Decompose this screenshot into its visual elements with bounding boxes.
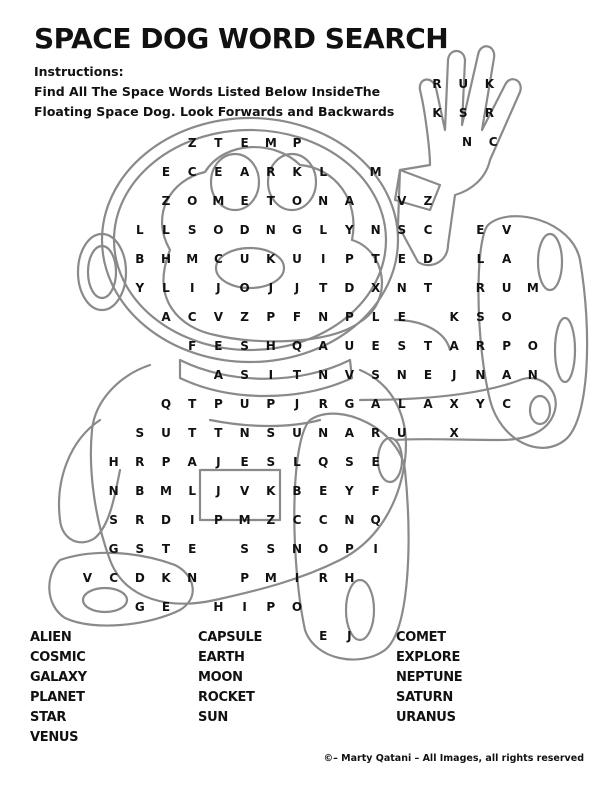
grid-letter[interactable]: U [396,426,407,440]
grid-letter[interactable]: R [484,106,495,120]
grid-letter[interactable]: L [476,252,485,266]
instructions-line-1: Find All The Space Words Listed Below InsideThe [34,84,381,99]
grid-letter[interactable]: T [188,397,197,411]
grid-letter[interactable]: S [240,542,249,556]
grid-letter[interactable]: K [266,484,276,498]
grid-letter[interactable]: X [449,426,459,440]
grid-letter[interactable]: T [319,281,328,295]
grid-letter[interactable]: E [240,455,249,469]
grid-letter[interactable]: J [294,281,300,295]
grid-letter[interactable]: A [370,397,381,411]
copyright-notice: ©– Marty Qatani – All Images, all rights reserved [323,753,584,764]
grid-letter[interactable]: V [397,194,407,208]
grid-letter[interactable]: M [369,165,382,179]
grid-letter[interactable]: P [292,136,302,150]
grid-letter[interactable]: M [212,194,225,208]
word-list-item: CAPSULE [198,630,263,645]
grid-letter[interactable]: E [161,600,171,614]
grid-letter[interactable]: S [240,339,249,353]
grid-letter[interactable]: B [135,252,145,266]
grid-letter[interactable]: O [318,542,329,556]
grid-letter[interactable]: A [344,426,355,440]
grid-letter[interactable]: J [294,397,300,411]
grid-letter[interactable]: N [318,426,329,440]
grid-letter[interactable]: S [458,106,468,120]
grid-letter[interactable]: M [238,513,251,527]
grid-letter[interactable]: O [291,194,303,208]
grid-letter[interactable]: Y [345,223,354,237]
grid-letter[interactable]: Z [187,136,197,150]
grid-letter[interactable]: R [475,339,486,353]
grid-letter[interactable]: M [264,571,277,585]
grid-letter[interactable]: I [294,571,300,585]
grid-letter[interactable]: T [214,426,223,440]
grid-letter[interactable]: V [213,310,224,324]
grid-letter[interactable]: E [319,484,328,498]
grid-letter[interactable]: Z [423,194,433,208]
grid-letter[interactable]: N [318,368,329,382]
word-list-item: URANUS [396,710,456,725]
grid-letter[interactable]: O [187,194,198,208]
grid-letter[interactable]: S [476,310,485,324]
grid-letter[interactable]: L [162,223,170,237]
grid-letter[interactable]: S [109,513,118,527]
grid-letter[interactable]: N [265,223,276,237]
grid-letter[interactable]: Q [160,397,172,411]
grid-letter[interactable]: M [160,484,172,498]
grid-letter[interactable]: C [318,513,328,527]
grid-letter[interactable]: P [213,513,223,527]
grid-letter[interactable]: R [266,165,276,179]
grid-letter[interactable]: A [213,368,224,382]
grid-letter[interactable]: P [502,339,511,353]
grid-letter[interactable]: Y [135,281,145,295]
grid-letter[interactable]: N [396,281,407,295]
grid-letter[interactable]: A [423,397,433,411]
grid-letter[interactable]: E [240,194,249,208]
grid-letter[interactable]: E [397,310,406,324]
grid-letter[interactable]: X [449,397,459,411]
grid-letter[interactable]: O [213,223,224,237]
grid-letter[interactable]: S [240,368,249,382]
grid-letter[interactable]: X [370,281,381,295]
grid-letter[interactable]: R [370,426,381,440]
grid-letter[interactable]: U [501,281,512,295]
word-list-item: VENUS [30,730,79,745]
grid-letter[interactable]: P [161,455,171,469]
grid-letter[interactable]: H [213,600,224,614]
word-list-item: COMET [396,630,446,645]
grid-letter[interactable]: Z [161,194,171,208]
grid-letter[interactable]: P [266,310,276,324]
grid-letter[interactable]: N [344,513,355,527]
grid-letter[interactable]: N [291,542,303,556]
grid-letter[interactable]: G [344,397,355,411]
word-list-column-2 [198,628,262,728]
grid-letter[interactable]: J [451,368,457,382]
page-title: SPACE DOG WORD SEARCH [34,22,449,55]
grid-letter[interactable]: N [318,194,329,208]
grid-letter[interactable]: P [344,542,354,556]
grid-letter[interactable]: C [109,571,118,585]
grid-letter[interactable]: N [318,310,329,324]
grid-letter[interactable]: T [371,252,380,266]
grid-letter[interactable]: S [135,542,145,556]
word-list-item: SUN [198,710,228,725]
word-list-item: STAR [30,710,67,725]
grid-letter[interactable]: E [319,629,328,643]
grid-letter[interactable]: C [423,223,433,237]
grid-letter[interactable]: P [266,397,276,411]
grid-letter[interactable]: S [187,223,197,237]
grid-letter[interactable]: D [239,223,250,237]
grid-letter[interactable]: B [292,484,302,498]
grid-letter[interactable]: O [291,600,303,614]
grid-letter[interactable]: Y [345,484,354,498]
grid-letter[interactable]: A [449,339,459,353]
grid-letter[interactable]: P [213,397,223,411]
grid-letter[interactable]: U [161,426,171,440]
grid-letter[interactable]: N [475,368,486,382]
grid-letter[interactable]: N [239,426,250,440]
grid-letter[interactable]: E [476,223,485,237]
grid-letter[interactable]: D [344,281,355,295]
grid-letter[interactable]: N [370,223,381,237]
word-list-item: EARTH [198,650,245,665]
grid-letter[interactable]: C [292,513,302,527]
grid-letter[interactable]: S [135,426,145,440]
grid-letter[interactable]: O [501,310,512,324]
grid-letter[interactable]: K [432,106,442,120]
instructions-line-2: Floating Space Dog. Look Forwards and Backwards [34,104,395,119]
word-list-column-3 [396,628,462,728]
grid-letter[interactable]: A [239,165,250,179]
grid-letter[interactable]: U [239,252,250,266]
grid-letter[interactable]: M [526,281,539,295]
grid-letter[interactable]: J [347,629,352,643]
grid-letter[interactable]: H [265,339,276,353]
grid-letter[interactable]: D [423,252,433,266]
grid-letter[interactable]: S [266,455,276,469]
grid-letter[interactable]: K [266,252,276,266]
grid-letter[interactable]: V [82,571,93,585]
grid-letter[interactable]: S [397,339,407,353]
grid-letter[interactable]: E [240,136,249,150]
grid-letter[interactable]: E [214,339,223,353]
grid-letter[interactable]: I [189,281,195,295]
word-list-item: EXPLORE [396,650,461,665]
grid-letter[interactable]: K [161,571,171,585]
grid-letter[interactable]: R [135,455,145,469]
grid-letter[interactable]: T [423,281,433,295]
grid-letter[interactable]: H [160,252,172,266]
grid-letter[interactable]: A [161,310,171,324]
grid-letter[interactable]: V [501,223,512,237]
grid-letter[interactable]: S [371,368,380,382]
grid-letter[interactable]: B [135,484,145,498]
grid-letter[interactable]: T [266,194,275,208]
grid-letter[interactable]: N [461,135,473,149]
grid-letter[interactable]: C [488,135,498,149]
grid-letter[interactable]: S [345,455,354,469]
grid-letter[interactable]: C [187,310,197,324]
grid-letter[interactable]: F [292,310,302,324]
word-list-item: GALAXY [30,670,87,685]
grid-letter[interactable]: T [423,339,433,353]
grid-letter[interactable]: R [318,397,328,411]
word-list-column-1 [30,628,87,748]
grid-letter[interactable]: J [216,484,221,498]
grid-letter[interactable]: L [162,281,170,295]
grid-letter[interactable]: U [292,426,302,440]
grid-letter[interactable]: M [186,252,199,266]
grid-letter[interactable]: K [484,77,495,91]
grid-letter[interactable]: F [188,339,197,353]
grid-letter[interactable]: G [292,223,302,237]
grid-letter[interactable]: G [108,542,119,556]
grid-letter[interactable]: O [239,281,250,295]
grid-letter[interactable]: E [214,165,223,179]
grid-letter[interactable]: L [397,397,406,411]
grid-letter[interactable]: J [268,281,274,295]
grid-letter[interactable]: H [108,455,119,469]
grid-letter[interactable]: K [292,165,302,179]
grid-letter[interactable]: I [268,368,274,382]
instructions-heading: Instructions: [34,64,124,79]
grid-letter[interactable]: A [344,194,355,208]
word-list-item: ALIEN [30,630,72,645]
grid-letter[interactable]: H [344,571,355,585]
word-list-item: SATURN [396,690,453,705]
grid-letter[interactable]: C [502,397,511,411]
grid-letter[interactable]: Q [291,339,303,353]
grid-letter[interactable]: J [216,455,221,469]
grid-letter[interactable]: A [501,252,512,266]
grid-letter[interactable]: O [527,339,538,353]
grid-letter[interactable]: T [292,368,302,382]
grid-letter[interactable]: R [432,77,442,91]
grid-letter[interactable]: I [320,252,326,266]
grid-letter[interactable]: N [187,571,198,585]
grid-letter[interactable]: U [292,252,302,266]
grid-letter[interactable]: C [187,165,197,179]
grid-letter[interactable]: Y [476,397,485,411]
word-list-item: NEPTUNE [396,670,463,685]
grid-letter[interactable]: Q [318,455,329,469]
grid-letter[interactable]: Q [370,513,381,527]
grid-letter[interactable]: L [319,165,328,179]
grid-letter[interactable]: I [189,513,195,527]
grid-letter[interactable]: F [371,484,380,498]
grid-letter[interactable]: D [134,571,145,585]
grid-letter[interactable]: R [318,571,328,585]
grid-letter[interactable]: P [240,571,249,585]
grid-letter[interactable]: U [239,397,250,411]
grid-letter[interactable]: S [397,223,407,237]
grid-letter[interactable]: E [371,339,380,353]
grid-letter[interactable]: G [134,600,145,614]
grid-letter[interactable]: L [319,223,328,237]
grid-letter[interactable]: P [266,600,276,614]
grid-letter[interactable]: Z [240,310,249,324]
grid-letter[interactable]: A [501,368,512,382]
word-list-item: COSMIC [30,650,86,665]
grid-letter[interactable]: T [214,136,223,150]
grid-letter[interactable]: P [344,252,354,266]
grid-letter[interactable]: E [423,368,433,382]
grid-letter[interactable]: N [396,368,407,382]
word-list-item: PLANET [30,690,85,705]
grid-letter[interactable]: L [293,455,301,469]
grid-letter[interactable]: I [242,600,247,614]
word-list [30,628,500,748]
grid-letter[interactable]: S [266,426,276,440]
grid-letter[interactable]: V [344,368,355,382]
grid-letter[interactable]: R [475,281,486,295]
grid-letter[interactable]: E [397,252,406,266]
grid-letter[interactable]: L [371,310,380,324]
grid-letter[interactable]: A [187,455,197,469]
grid-letter[interactable]: N [108,484,119,498]
grid-letter[interactable]: N [527,368,538,382]
word-list-item: ROCKET [198,690,255,705]
grid-letter[interactable]: S [266,542,276,556]
grid-letter[interactable]: Z [266,513,276,527]
grid-letter[interactable]: U [458,77,469,91]
grid-letter[interactable]: E [161,165,171,179]
grid-letter[interactable]: D [161,513,171,527]
grid-letter[interactable]: A [318,339,328,353]
grid-letter[interactable]: L [135,223,144,237]
grid-letter[interactable]: I [373,542,378,556]
word-list-item: MOON [198,670,243,685]
grid-letter[interactable]: L [188,484,197,498]
grid-letter[interactable]: J [216,281,221,295]
grid-letter[interactable]: E [371,455,380,469]
grid-letter[interactable]: T [188,426,197,440]
grid-letter[interactable]: C [213,252,223,266]
grid-letter[interactable]: U [344,339,355,353]
grid-letter[interactable]: E [188,542,197,556]
grid-letter[interactable]: R [135,513,145,527]
grid-letter[interactable]: T [161,542,171,556]
grid-letter[interactable]: V [239,484,250,498]
grid-letter[interactable]: M [264,136,277,150]
grid-letter[interactable]: P [344,310,354,324]
grid-letter[interactable]: K [449,310,459,324]
